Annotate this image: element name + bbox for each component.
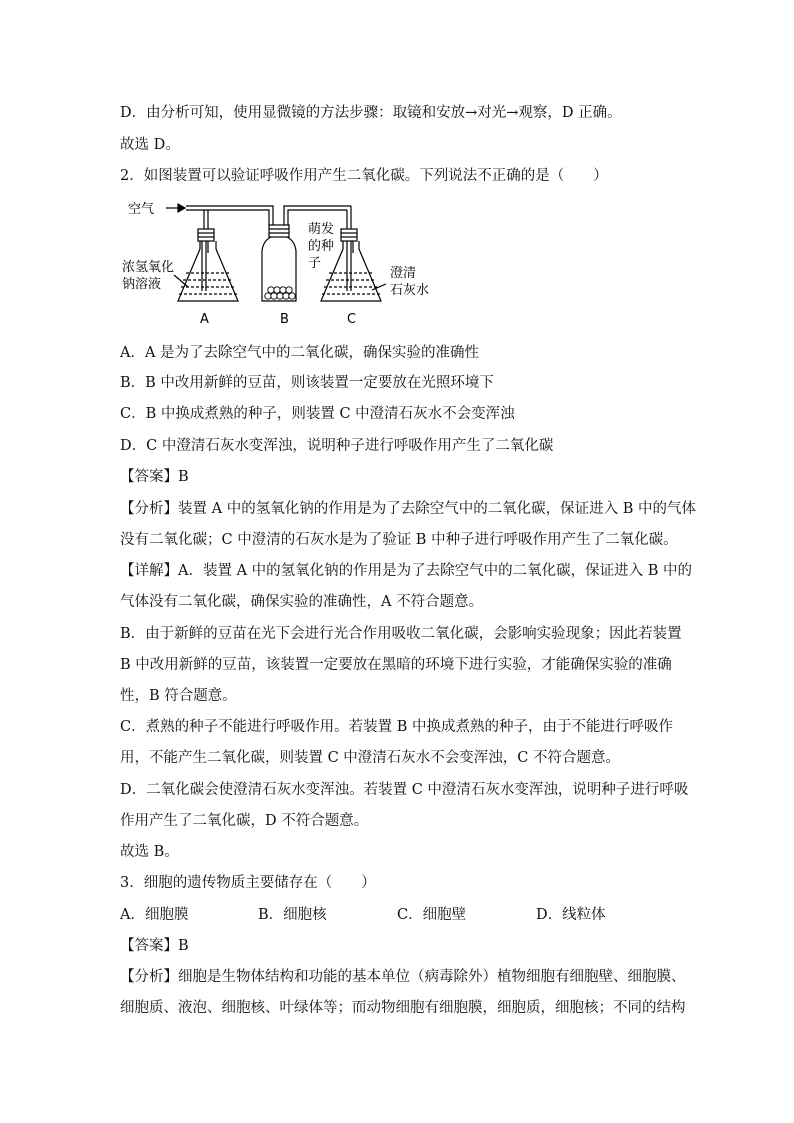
analysis-line: 【分析】细胞是生物体结构和功能的基本单位（病毒除外）植物细胞有细胞壁、细胞膜、: [120, 969, 686, 985]
label-naoh-2: 钠溶液: [122, 277, 162, 292]
detail-line: C．煮熟的种子不能进行呼吸作用。若装置 B 中换成煮熟的种子，由于不能进行呼吸作: [120, 719, 673, 735]
detail-line: D．二氧化碳会使澄清石灰水变浑浊。若装置 C 中澄清石灰水变浑浊，说明种子进行呼吸: [120, 782, 689, 798]
flask-c-label: C: [347, 312, 357, 327]
detail-line: 作用产生了二氧化碳，D 不符合题意。: [120, 813, 369, 829]
option-a: A．细胞膜: [120, 907, 189, 923]
text-line: D．由分析可知，使用显微镜的方法步骤：取镜和安放→对光→观察，D 正确。: [120, 105, 622, 121]
bottle-b-label: B: [280, 312, 289, 327]
detail-line: 性，B 符合题意。: [120, 688, 237, 704]
text-line: 故选 D。: [120, 137, 180, 153]
option-b: B．细胞核: [258, 907, 327, 923]
question-3-stem: 3．细胞的遗传物质主要储存在（ ）: [120, 875, 376, 891]
label-seed-2: 的种: [308, 239, 335, 254]
analysis-line: 没有二氧化碳；C 中澄清的石灰水是为了验证 B 中种子进行呼吸作用产生了二氧化碳。: [120, 532, 678, 548]
selection-line: 故选 B。: [120, 844, 179, 860]
answer-label: 【答案】B: [120, 469, 189, 485]
option-d: D．C 中澄清石灰水变浑浊，说明种子进行呼吸作用产生了二氧化碳: [120, 438, 554, 454]
analysis-line: 细胞质、液泡、细胞核、叶绿体等；而动物细胞有细胞膜，细胞质，细胞核；不同的结构: [120, 1000, 686, 1016]
apparatus-diagram: [118, 193, 448, 333]
analysis-line: 【分析】装置 A 中的氢氧化钠的作用是为了去除空气中的二氧化碳，保证进入 B 中的气体: [120, 501, 697, 517]
detail-line: B 中改用新鲜的豆苗，该装置一定要放在黑暗的环境下进行实验，才能确保实验的准确: [120, 657, 672, 673]
label-seed-3: 子: [308, 256, 322, 271]
label-naoh-1: 浓氢氧化: [122, 260, 175, 275]
detail-line: 气体没有二氧化碳，确保实验的准确性，A 不符合题意。: [120, 594, 484, 610]
detail-line: 【详解】A．装置 A 中的氢氧化钠的作用是为了去除空气中的二氧化碳，保证进入 B 中的: [120, 563, 693, 579]
option-b: B．B 中改用新鲜的豆苗，则该装置一定要放在光照环境下: [120, 375, 494, 391]
label-air: 空气: [128, 202, 155, 217]
label-lime-1: 澄清: [390, 266, 417, 281]
label-seed-1: 萌发: [308, 222, 335, 237]
option-a: A．A 是为了去除空气中的二氧化碳，确保实验的准确性: [120, 345, 480, 361]
option-d: D．线粒体: [536, 907, 606, 923]
answer-label: 【答案】B: [120, 938, 189, 954]
option-c: C．细胞壁: [397, 907, 467, 923]
label-lime-2: 石灰水: [390, 283, 430, 298]
option-c: C．B 中换成煮熟的种子，则装置 C 中澄清石灰水不会变浑浊: [120, 406, 515, 422]
detail-line: B．由于新鲜的豆苗在光下会进行光合作用吸收二氧化碳，会影响实验现象；因此若装置: [120, 626, 682, 642]
question-2-stem: 2．如图装置可以验证呼吸作用产生二氧化碳。下列说法不正确的是（ ）: [120, 168, 608, 184]
flask-a-label: A: [200, 312, 209, 327]
detail-line: 用，不能产生二氧化碳，则装置 C 中澄清石灰水不会变浑浊，C 不符合题意。: [120, 750, 621, 766]
